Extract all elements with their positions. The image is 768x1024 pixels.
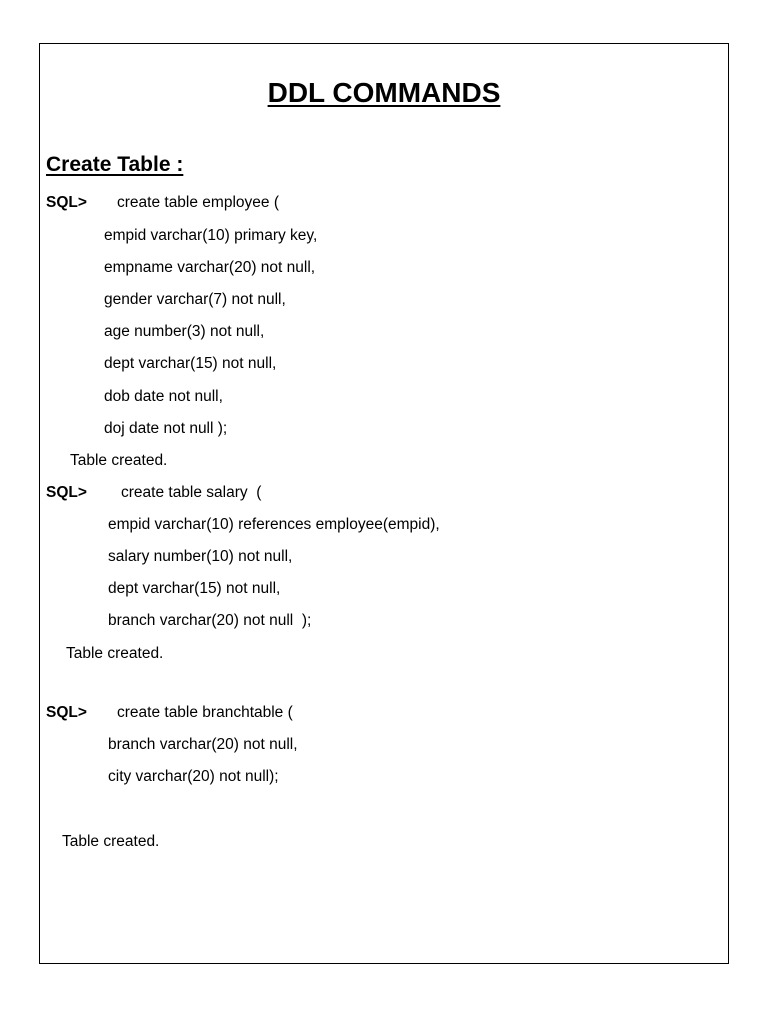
code-line: branch varchar(20) not null ); (108, 612, 312, 629)
code-line: branch varchar(20) not null, (108, 736, 298, 753)
result-message: Table created. (62, 833, 160, 850)
code-line: age number(3) not null, (104, 323, 265, 340)
code-line: gender varchar(7) not null, (104, 291, 286, 308)
code-line: salary number(10) not null, (108, 548, 293, 565)
code-line: empid varchar(10) primary key, (104, 227, 318, 244)
code-line: city varchar(20) not null); (108, 768, 279, 785)
sql-command: create table salary ( (121, 484, 262, 501)
document-title: DDL COMMANDS (267, 77, 501, 108)
section-heading: Create Table : (46, 153, 184, 176)
code-line: dept varchar(15) not null, (108, 580, 281, 597)
code-line: empid varchar(10) references employee(empid), (108, 516, 440, 533)
page-border (39, 43, 729, 964)
code-line: empname varchar(20) not null, (104, 259, 316, 276)
code-line: dob date not null, (104, 388, 223, 405)
sql-command: create table branchtable ( (117, 704, 293, 721)
sql-prompt: SQL> (46, 704, 87, 721)
result-message: Table created. (70, 452, 168, 469)
result-message: Table created. (66, 645, 164, 662)
sql-prompt: SQL> (46, 194, 87, 211)
sql-command: create table employee ( (117, 194, 279, 211)
sql-prompt: SQL> (46, 484, 87, 501)
code-line: dept varchar(15) not null, (104, 355, 277, 372)
code-line: doj date not null ); (104, 420, 228, 437)
